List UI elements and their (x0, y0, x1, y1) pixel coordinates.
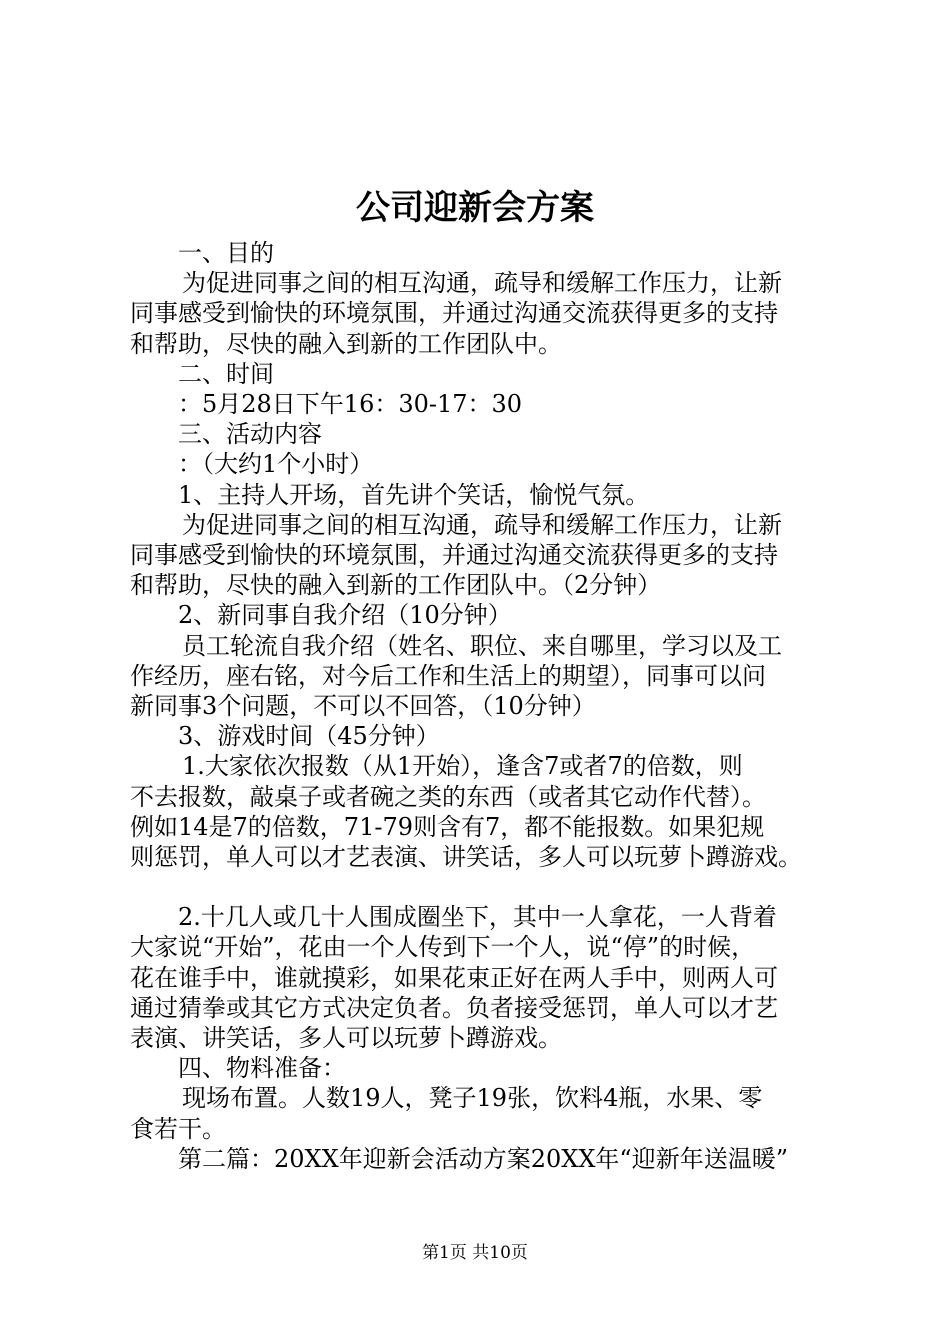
activity-item-1: 1、主持人开场，首先讲个笑话，愉悦气氛。 (178, 480, 650, 509)
heading-purpose: 一、目的 (178, 239, 274, 267)
paragraph-line: 例如14是7的倍数，71-79则含有7，都不能报数。如果犯规 (130, 812, 765, 841)
time-line: ：5月28日下午16：30-17：30 (178, 390, 523, 419)
heading-materials: 四、物料准备： (178, 1054, 346, 1083)
paragraph-line: 现场布置。人数19人，凳子19张，饮料4瓶，水果、零 (182, 1084, 763, 1113)
duration-line: ：（大约1个小时） (178, 450, 374, 479)
paragraph-line: 食若干。 (130, 1114, 226, 1143)
paragraph-line: 表演、讲笑话，多人可以玩萝卜蹲游戏。 (130, 1024, 562, 1053)
paragraph-line: 新同事3个问题，不可以不回答，（10分钟） (130, 692, 596, 721)
paragraph-line: 和帮助，尽快的融入到新的工作团队中。（2分钟） (130, 571, 662, 600)
paragraph-line: 员工轮流自我介绍（姓名、职位、来自哪里，学习以及工 (182, 631, 782, 660)
document-body (130, 238, 842, 1174)
paragraph-line: 通过猜拳或其它方式决定负者。负者接受惩罚，单人可以才艺 (130, 993, 778, 1022)
activity-item-2: 2、新同事自我介绍（10分钟） (178, 601, 512, 630)
paragraph-line: 花在谁手中，谁就摸彩，如果花束正好在两人手中，则两人可 (130, 963, 778, 992)
paragraph-line: 和帮助，尽快的融入到新的工作团队中。 (130, 329, 562, 358)
paragraph-line: 2.十几人或几十人围成圈坐下，其中一人拿花，一人背着 (178, 903, 777, 932)
paragraph-line: 作经历，座右铭，对今后工作和生活上的期望），同事可以问 (130, 661, 766, 690)
paragraph-line: 大家说“开始”，花由一个人传到下一个人，说“停”的时候， (130, 933, 756, 962)
paragraph-line: 同事感受到愉快的环境氛围，并通过沟通交流获得更多的支持 (130, 299, 778, 328)
document-title: 公司迎新会方案 (356, 188, 594, 228)
paragraph-line: 则惩罚，单人可以才艺表演、讲笑话，多人可以玩萝卜蹲游戏。 (130, 843, 802, 872)
paragraph-line: 为促进同事之间的相互沟通，疏导和缓解工作压力，让新 (182, 510, 782, 539)
page-footer: 第1页 共10页 (422, 1243, 528, 1263)
next-section-line: 第二篇：20XX年迎新会活动方案20XX年“迎新年送温暖” (178, 1144, 788, 1173)
paragraph-line: 1.大家依次报数（从1开始），逢含7或者7的倍数，则 (182, 752, 743, 781)
paragraph-line: 同事感受到愉快的环境氛围，并通过沟通交流获得更多的支持 (130, 541, 778, 570)
heading-time: 二、时间 (178, 359, 274, 388)
heading-activities: 三、活动内容 (178, 420, 322, 449)
activity-item-3: 3、游戏时间（45分钟） (178, 722, 440, 751)
paragraph-line: 不去报数，敲桌子或者碗之类的东西（或者其它动作代替）。 (130, 782, 766, 811)
paragraph-line: 为促进同事之间的相互沟通，疏导和缓解工作压力，让新 (182, 269, 782, 298)
paragraph-gap (130, 872, 842, 902)
